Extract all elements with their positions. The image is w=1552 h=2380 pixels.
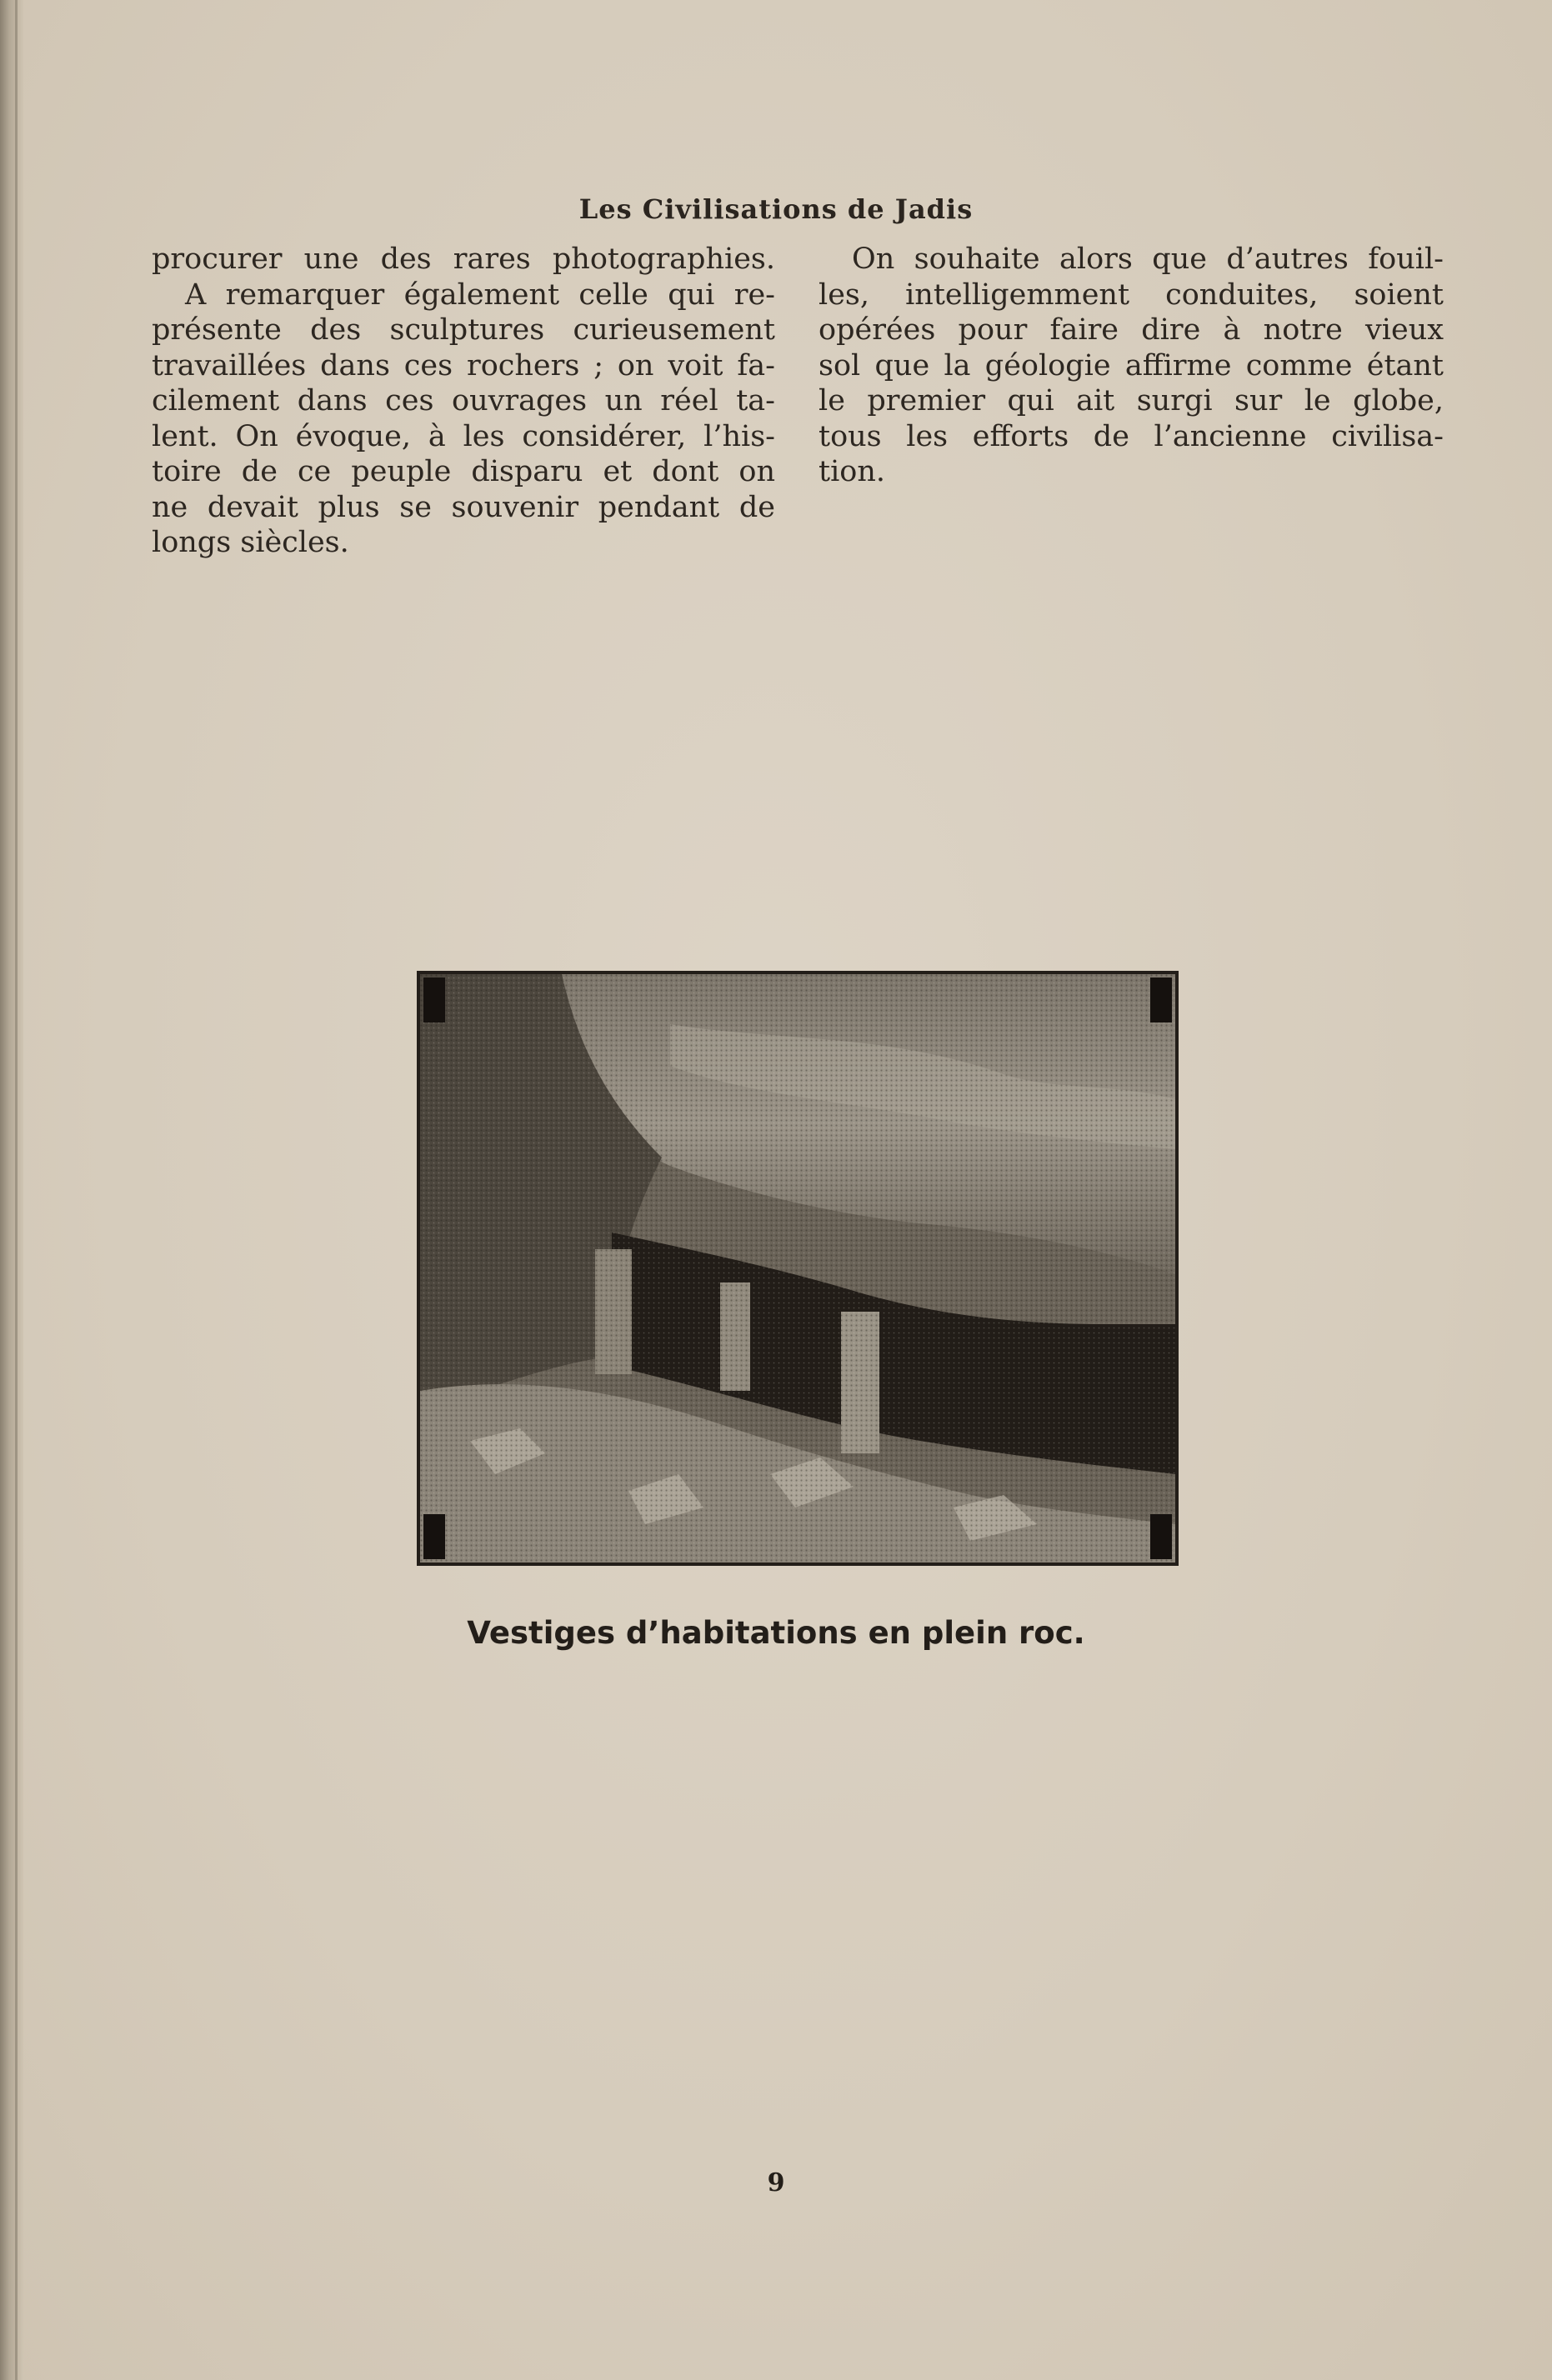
binding-edge [0,0,23,2380]
left-text-column [152,242,775,561]
text-line: le premier qui ait surgi sur le globe, [819,384,1444,418]
text-line: ne devait plus se souvenir pendant de [152,490,775,524]
text-line: tous les efforts de l’ancienne civilisa- [819,419,1444,453]
text-line: tion. [819,455,885,488]
right-paragraph [819,242,1444,490]
page-number: 9 [767,2168,785,2198]
right-text-column [819,242,1444,490]
text-line: les, intelligemment conduites, soient [819,278,1444,312]
text-line: sol que la géologie affirme comme étant [819,348,1444,382]
left-paragraph [152,242,775,561]
corner-mount [423,1514,445,1559]
text-line: opérées pour faire dire à notre vieux [819,313,1444,347]
text-line: cilement dans ces ouvrages un réel ta- [152,384,775,418]
cliff-dwelling-photo [420,974,1175,1562]
text-line: travaillées dans ces rochers ; on voit fa- [152,348,775,382]
text-line: A remarquer également celle qui re- [185,278,775,312]
text-line: lent. On évoque, à les considérer, l’his- [152,419,775,453]
text-line: toire de ce peuple disparu et dont on [152,455,775,488]
corner-mount [423,978,445,1022]
figure-caption: Vestiges d’habitations en plein roc. [467,1615,1085,1651]
text-line: procurer une des rares photographies. [152,242,775,276]
corner-mount [1150,1514,1172,1559]
text-line: présente des sculptures curieusement [152,313,775,347]
halftone-grain [420,974,1175,1562]
text-line: On souhaite alors que d’autres fouil- [852,242,1444,276]
corner-mount [1150,978,1172,1022]
running-header: Les Civilisations de Jadis [578,193,974,225]
text-line: longs siècles. [152,526,349,559]
halftone-photograph [417,971,1179,1566]
binding-line [15,0,18,2380]
